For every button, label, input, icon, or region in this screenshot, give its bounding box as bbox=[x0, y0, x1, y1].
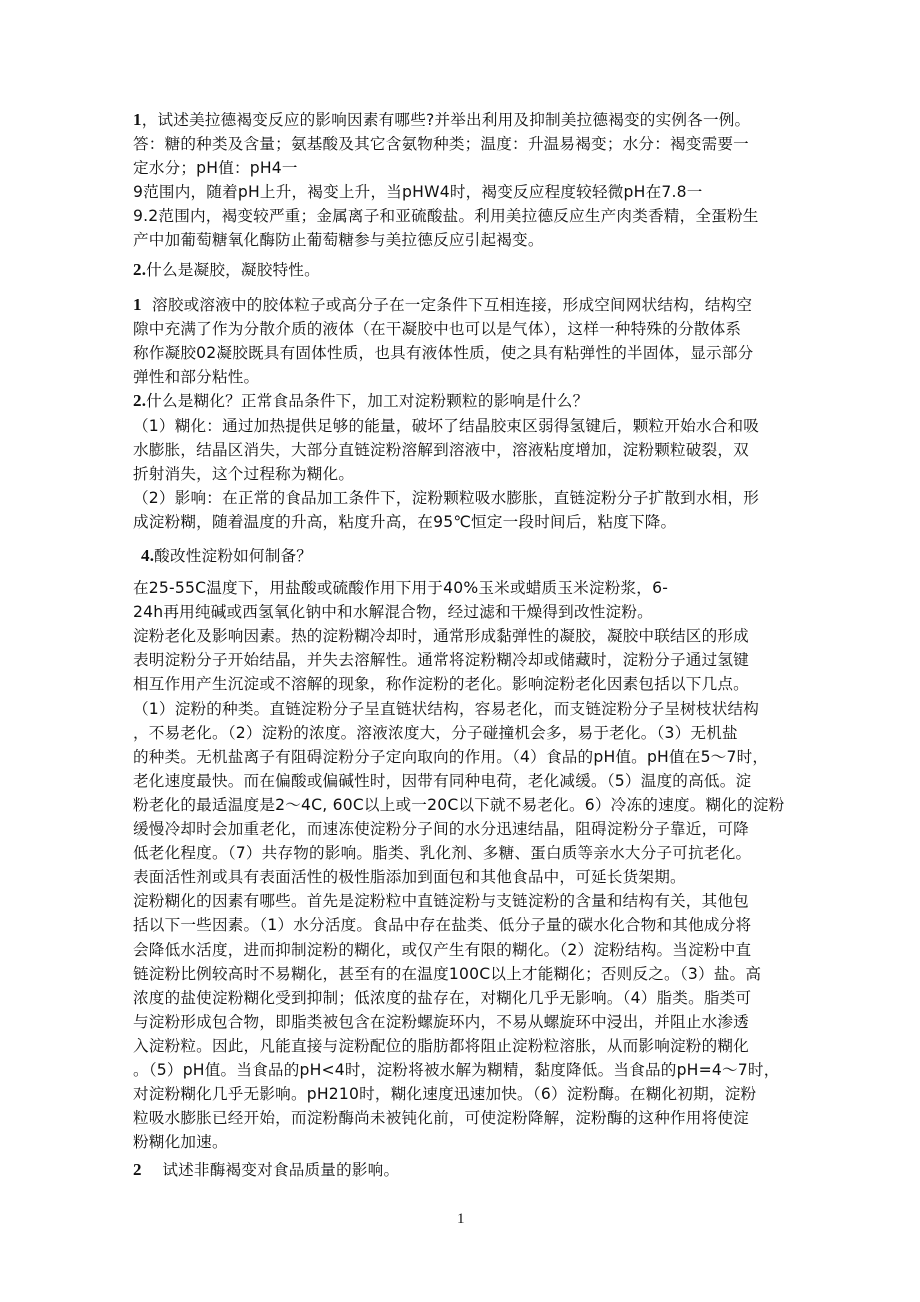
answer-line: 低老化程度。（7）共存物的影响。脂类、乳化剂、多糖、蛋白质等亲水大分子可抗老化。 bbox=[133, 844, 752, 863]
answer-line: 弹性和部分粘性。 bbox=[133, 368, 260, 386]
answer-line: 对淀粉糊化几乎无影响。pH210时，糊化速度迅速加快。（6）淀粉酶。在糊化初期，淀粉 bbox=[133, 1085, 757, 1104]
answer-line: 成淀粉糊，随着温度的升高，粘度升高，在95℃恒定一段时间后，粘度下降。 bbox=[133, 513, 677, 531]
answer-line: 答：糖的种类及含量；氨基酸及其它含氨物种类；温度：升温易褐变；水分：褐变需要一 bbox=[133, 135, 749, 153]
answer-line: 表面活性剂或具有表面活性的极性脂添加到面包和其他食品中，可延长货架期。 bbox=[133, 868, 686, 887]
question-number: 2 bbox=[133, 1160, 142, 1179]
answer-line: 。（5）pH值。当食品的pH<4时，淀粉将被水解为糊精，黏度降低。当食品的pH=4～7时， bbox=[133, 1061, 780, 1079]
answer-line: 入淀粉粒。因此，凡能直接与淀粉配位的脂肪都将阻止淀粉粒溶胀，从而影响淀粉的糊化 bbox=[133, 1036, 749, 1055]
answer-text: 溶胶或溶液中的胶体粒子或高分子在一定条件下互相连接，形成空间网状结构，结构空 bbox=[152, 296, 753, 314]
answer-line: 缓慢冷却时会加重老化，而速冻使淀粉分子间的水分迅速结晶，阻碍淀粉分子靠近，可降 bbox=[133, 820, 749, 838]
answer-line: 粉老化的最适温度是2～4C, 60C以上或一20C以下就不易老化。6）冷冻的速度。糊化的淀粉 bbox=[133, 795, 785, 814]
question-number: 4. bbox=[141, 546, 155, 565]
answer-line: 24h再用纯碱或西氢氧化钠中和水解混合物，经过滤和干燥得到改性淀粉。 bbox=[133, 603, 653, 622]
question-1 bbox=[133, 110, 750, 130]
question-4 bbox=[141, 546, 312, 566]
answer-line: 9范围内，随着pH上升，褐变上升，当pHW4时，褐变反应程度较轻微pH在7.8一 bbox=[133, 183, 703, 201]
answer-line: 老化速度最快。而在偏酸或偏碱性时，因带有同种电荷，老化减缓。（5）温度的高低。淀 bbox=[133, 771, 752, 790]
answer-line: 称作凝胶02凝胶既具有固体性质，也具有液体性质，使之具有粘弹性的半固体，显示部分 bbox=[133, 344, 754, 362]
question-number: 2. bbox=[133, 260, 147, 279]
question-text: 什么是凝胶，凝胶特性。 bbox=[146, 261, 320, 279]
answer-line: 产中加葡萄糖氧化酶防止葡萄糖参与美拉德反应引起褐变。 bbox=[133, 231, 544, 249]
question-number: 2. bbox=[133, 391, 147, 410]
answer-line: 的种类。无机盐离子有阻碍淀粉分子定向取向的作用。（4）食品的pH值。pH值在5～7时， bbox=[133, 747, 769, 766]
answer-line: ，不易老化。（2）淀粉的浓度。溶液浓度大，分子碰撞机会多，易于老化。（3）无机盐 bbox=[133, 723, 738, 742]
page-number: 1 bbox=[457, 1211, 465, 1227]
question-2 bbox=[133, 260, 320, 280]
answer-number: 1 bbox=[133, 295, 142, 314]
answer-line: （1）糊化：通过加热提供足够的能量，破坏了结晶胶束区弱得氢键后，颗粒开始水合和吸 bbox=[133, 417, 760, 435]
answer-line: 表明淀粉分子开始结晶，并失去溶解性。通常将淀粉糊冷却或储藏时，淀粉分子通过氢键 bbox=[133, 651, 749, 670]
answer-line: 与淀粉形成包合物，即脂类被包含在淀粉螺旋环内，不易从螺旋环中浸出，并阻止水渗透 bbox=[133, 1012, 749, 1031]
answer-line: 9.2范围内，褐变较严重；金属离子和亚硫酸盐。利用美拉德反应生产肉类香精，全蛋粉生 bbox=[133, 207, 759, 225]
answer-line bbox=[133, 295, 752, 315]
question-5 bbox=[133, 1160, 399, 1180]
answer-line: 在25-55C温度下，用盐酸或硫酸作用下用于40%玉米或蜡质玉米淀粉浆，6- bbox=[133, 579, 669, 597]
answer-line: 浓度的盐使淀粉糊化受到抑制；低浓度的盐存在，对糊化几乎无影响。（4）脂类。脂类可 bbox=[133, 988, 752, 1007]
answer-line: 会降低水活度，进而抑制淀粉的糊化，或仅产生有限的糊化。（2）淀粉结构。当淀粉中直 bbox=[133, 940, 752, 959]
question-text: 试述非酶褐变对食品质量的影响。 bbox=[162, 1161, 400, 1179]
question-text: ，试述美拉德褐变反应的影响因素有哪些?并举出利用及抑制美拉德褐变的实例各一例。 bbox=[141, 111, 751, 129]
answer-line: （1）淀粉的种类。直链淀粉分子呈直链状结构，容易老化，而支链淀粉分子呈树枝状结构 bbox=[133, 699, 760, 718]
answer-line: 粉糊化加速。 bbox=[133, 1133, 228, 1152]
answer-line: 括以下一些因素。（1）水分活度。食品中存在盐类、低分子量的碳水化合物和其他成分将 bbox=[133, 916, 752, 935]
answer-line: 折射消失，这个过程称为糊化。 bbox=[133, 465, 355, 483]
answer-line: （2）影响：在正常的食品加工条件下，淀粉颗粒吸水膨胀，直链淀粉分子扩散到水相，形 bbox=[133, 489, 760, 507]
answer-line: 淀粉糊化的因素有哪些。首先是淀粉粒中直链淀粉与支链淀粉的含量和结构有关，其他包 bbox=[133, 892, 749, 911]
answer-line: 隙中充满了作为分散介质的液体（在干凝胶中也可以是气体），这样一种特殊的分散体系 bbox=[133, 320, 742, 338]
question-text: 酸改性淀粉如何制备？ bbox=[154, 547, 313, 565]
question-number: 1 bbox=[133, 110, 142, 129]
answer-line: 水膨胀，结晶区消失，大部分直链淀粉溶解到溶液中，溶液粘度增加，淀粉颗粒破裂，双 bbox=[133, 441, 749, 459]
answer-line: 定水分；pH值：pH4一 bbox=[133, 159, 298, 177]
answer-line: 相互作用产生沉淀或不溶解的现象，称作淀粉的老化。影响淀粉老化因素包括以下几点。 bbox=[133, 675, 749, 694]
question-3 bbox=[133, 391, 588, 411]
answer-line: 链淀粉比例较高时不易糊化，甚至有的在温度100C以上才能糊化；否则反之。（3）盐。高 bbox=[133, 964, 762, 983]
answer-line: 淀粉老化及影响因素。热的淀粉糊冷却时，通常形成黏弹性的凝胶，凝胶中联结区的形成 bbox=[133, 627, 749, 646]
answer-line: 粒吸水膨胀已经开始，而淀粉酶尚未被钝化前，可使淀粉降解，淀粉酶的这种作用将使淀 bbox=[133, 1109, 749, 1128]
question-text: 什么是糊化？正常食品条件下，加工对淀粉颗粒的影响是什么？ bbox=[146, 392, 589, 410]
